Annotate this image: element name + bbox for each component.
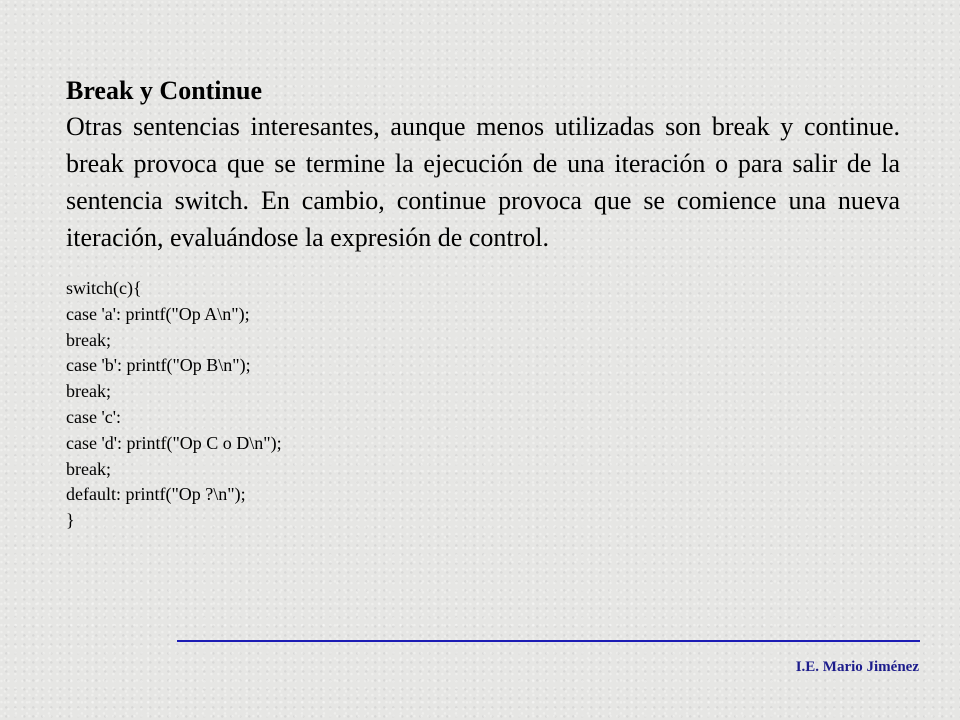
code-line: case 'c':: [66, 406, 121, 427]
slide-paragraph: Otras sentencias interesantes, aunque menos utilizadas son break y continue. break provoca que se termine la ejecución de una iteración o para salir de la sentencia switch. En cambio, continue provoca que se comience una nueva iteración, evaluándose la expresión de control.: [66, 112, 900, 252]
footer-author: I.E. Mario Jiménez: [795, 659, 919, 675]
code-line: default: printf("Op ?\n");: [66, 484, 246, 505]
code-line: case 'd': printf("Op C o D\n");: [66, 432, 282, 453]
slide-title: Break y Continue: [66, 76, 262, 105]
code-line: break;: [66, 329, 111, 350]
code-line: case 'b': printf("Op B\n");: [66, 355, 251, 376]
slide-content: [66, 74, 900, 534]
code-line: switch(c){: [66, 278, 142, 298]
code-line: case 'a': printf("Op A\n");: [66, 303, 250, 324]
code-block: [66, 276, 900, 534]
footer-divider: [177, 640, 920, 642]
code-line: }: [66, 510, 75, 531]
code-line: break;: [66, 381, 111, 402]
code-line: break;: [66, 458, 111, 479]
